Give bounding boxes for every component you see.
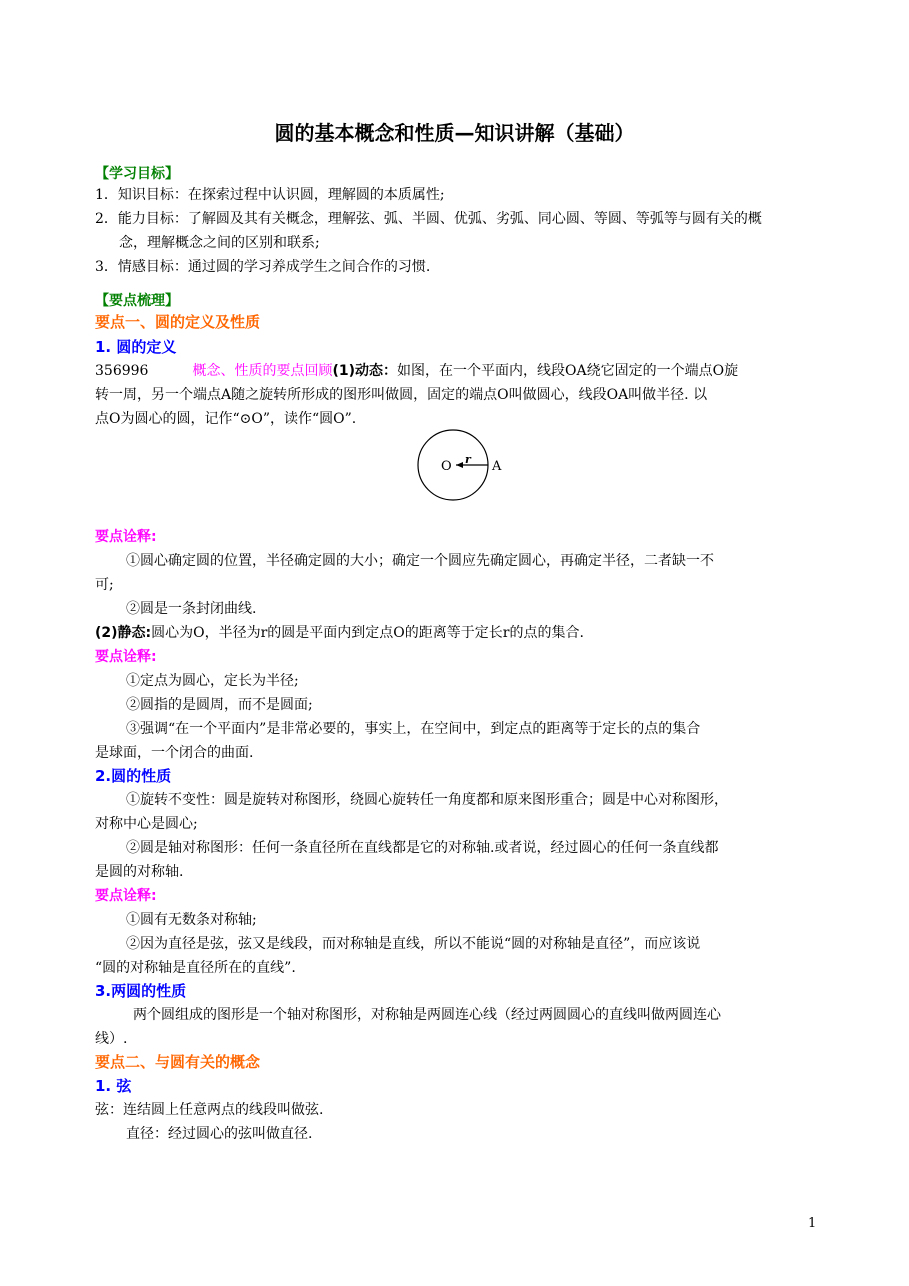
two-circles-line2: 线）. (95, 1031, 128, 1047)
property-line2: 对称中心是圆心; (95, 816, 198, 832)
sub1-title: 1. 圆的定义 (95, 338, 177, 356)
dynamic-label: (1)动态： (332, 363, 397, 379)
sub2-title: 2.圆的性质 (95, 767, 172, 785)
note2-line2: ②圆指的是圆周，而不是圆面; (126, 697, 313, 713)
note-label-2: 要点诠释: (95, 649, 157, 665)
review-label: 概念、性质的要点回顾 (192, 363, 333, 379)
note-label-3: 要点诠释: (95, 888, 157, 904)
sub3-title: 3.两圆的性质 (95, 982, 187, 1000)
definition-dynamic-line2: 转一周，另一个端点A随之旋转所形成的图形叫做圆，固定的端点O叫做圆心，线段OA叫做半径. 以 (95, 387, 708, 403)
radius-label: r (465, 453, 471, 466)
chord-definition: 弦：连结圆上任意两点的线段叫做弦. (95, 1102, 324, 1118)
goal-item-2-cont: 念，理解概念之间的区别和联系; (119, 235, 320, 251)
point-label: A (492, 459, 502, 474)
note1-line1: ①圆心确定圆的位置，半径确定圆的大小；确定一个圆应先确定圆心，再确定半径，二者缺一不 (126, 553, 714, 569)
note3-line3: “圆的对称轴是直径所在的直线”. (95, 960, 296, 976)
property-line3: ②圆是轴对称图形：任何一条直径所在直线都是它的对称轴.或者说，经过圆心的任何一条直线都 (126, 840, 719, 856)
definition-static-line (95, 623, 815, 643)
page-number: 1 (808, 1216, 817, 1231)
static-text: 圆心为O，半径为r的圆是平面内到定点O的距离等于定长r的点的集合. (151, 625, 584, 641)
note2-line3: ③强调“在一个平面内”是非常必要的，事实上，在空间中，到定点的距离等于定长的点的集合 (126, 721, 701, 737)
property-line4: 是圆的对称轴. (95, 864, 184, 880)
goal-item-1: 1．知识目标：在探索过程中认识圆，理解圆的本质属性; (95, 187, 445, 203)
radius-arrow (456, 462, 463, 468)
property-line1: ①旋转不变性：圆是旋转对称图形，绕圆心旋转任一角度都和原来图形重合；圆是中心对称图形， (126, 792, 728, 808)
note1-line3: ②圆是一条封闭曲线. (126, 601, 257, 617)
note2-line1: ①定点为圆心，定长为半径; (126, 673, 299, 689)
goal-item-2: 2．能力目标：了解圆及其有关概念，理解弦、弧、半圆、优弧、劣弧、同心圆、等圆、等弧等与圆有关的概 (95, 211, 762, 227)
section-id: 356996 (95, 363, 149, 379)
two-circles-line1: 两个圆组成的图形是一个轴对称图形，对称轴是两圆连心线（经过两圆圆心的直线叫做两圆连心 (133, 1007, 721, 1023)
circle-diagram (410, 428, 510, 504)
diameter-definition: 直径：经过圆心的弦叫做直径. (126, 1126, 313, 1142)
note-label-1: 要点诠释: (95, 529, 157, 545)
goal-item-3: 3．情感目标：通过圆的学习养成学生之间合作的习惯. (95, 259, 431, 275)
dynamic-text: 如图，在一个平面内，线段OA绕它固定的一个端点O旋 (397, 363, 739, 379)
note3-line2: ②因为直径是弦，弦又是线段，而对称轴是直线，所以不能说“圆的对称轴是直径”，而应该说 (126, 936, 701, 952)
note1-line2: 可; (95, 577, 114, 593)
goals-header: 【学习目标】 (95, 166, 179, 182)
note3-line1: ①圆有无数条对称轴; (126, 912, 257, 928)
points-header: 【要点梳理】 (95, 293, 179, 309)
page-title: 圆的基本概念和性质—知识讲解（基础） (274, 121, 635, 145)
definition-dynamic-line3: 点O为圆心的圆，记作“⊙O”，读作“圆O”. (95, 411, 357, 427)
definition-dynamic-line1 (95, 361, 815, 381)
center-label: O (441, 459, 452, 474)
point1-title: 要点一、圆的定义及性质 (95, 313, 261, 331)
note2-line4: 是球面，一个闭合的曲面. (95, 745, 254, 761)
sub4-title: 1. 弦 (95, 1077, 132, 1095)
point2-title: 要点二、与圆有关的概念 (95, 1053, 261, 1071)
static-label: (2)静态: (95, 625, 152, 641)
